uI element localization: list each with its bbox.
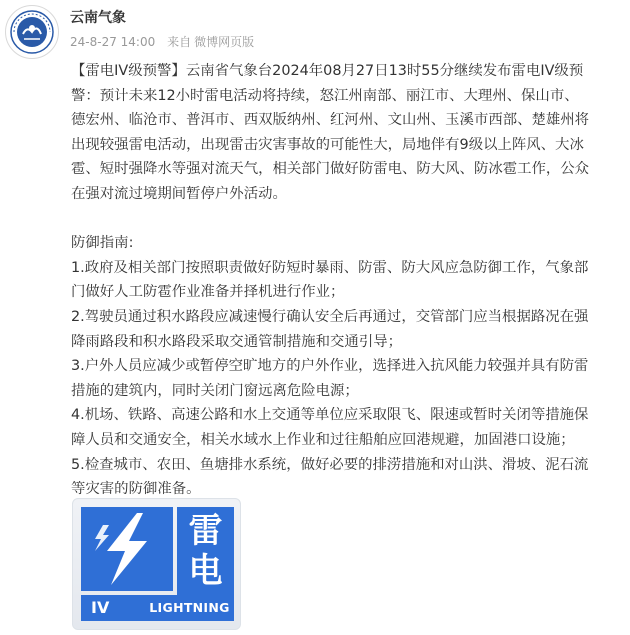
warning-label: LIGHTNING xyxy=(145,595,234,621)
content-line: 【雷电IV级预警】云南省气象台2024年08月27日13时55分继续发布雷电IV级预 xyxy=(71,63,584,79)
content-line: 3.户外人员应减少或暂停空旷地方的户外作业，选择进入抗风能力较强并具有防雷 xyxy=(71,358,589,375)
weather-bureau-logo-icon xyxy=(6,6,58,58)
content-line: 等灾害的防御准备。 xyxy=(71,481,201,498)
user-name[interactable]: 云南气象 xyxy=(70,10,126,26)
post-timestamp[interactable]: 24-8-27 14:00 xyxy=(70,35,156,49)
avatar[interactable] xyxy=(5,5,59,59)
content-line: 警：预计未来12小时雷电活动将持续，怒江州南部、丽江市、大理州、保山市、 xyxy=(71,87,579,104)
warning-char-1: 雷 xyxy=(188,511,223,551)
post-content xyxy=(71,59,617,502)
content-line: 德宏州、临沧市、普洱市、西双版纳州、红河州、文山州、玉溪市西部、楚雄州将 xyxy=(71,112,590,129)
content-line: 障人员和交通安全，相关水域水上作业和过往船舶应回港规避，加固港口设施； xyxy=(71,431,575,448)
post-source[interactable]: 微博网页版 xyxy=(194,35,255,49)
content-line: 降雨路段和积水路段采取交通管制措施和交通引导； xyxy=(71,333,402,350)
source-prefix: 来自 xyxy=(167,35,192,49)
post-meta xyxy=(70,33,262,50)
content-line: 2.驾驶员通过积水路段应减速慢行确认安全后再通过，交管部门应当根据路况在强 xyxy=(71,308,589,325)
warning-char-2: 电 xyxy=(188,551,223,591)
content-line: 出现较强雷电活动，出现雷击灾害事故的可能性大，局地伴有9级以上阵风、大冰 xyxy=(71,136,584,153)
lightning-bolt-icon xyxy=(81,507,173,591)
content-line: 1.政府及相关部门按照职责做好防短时暴雨、防雷、防大风应急防御工作，气象部 xyxy=(71,259,589,276)
content-line: 5.检查城市、农田、鱼塘排水系统，做好必要的排涝措施和对山洪、滑坡、泥石流 xyxy=(71,456,589,473)
lightning-warning-image[interactable] xyxy=(72,498,241,630)
content-line: 4.机场、铁路、高速公路和水上交通等单位应采取限飞、限速或暂时关闭等措施保 xyxy=(71,407,589,424)
content-line: 雹、短时强降水等强对流天气，相关部门做好防雷电、防大风、防冰雹工作，公众 xyxy=(71,161,590,178)
content-line: 防御指南: xyxy=(71,235,134,252)
content-line: 门做好人工防雹作业准备并择机进行作业； xyxy=(71,284,345,301)
content-line: 措施的建筑内，同时关闭门窗远离危险电源； xyxy=(71,382,359,399)
warning-level: IV xyxy=(81,595,173,621)
content-line: 在强对流过境期间暂停户外活动。 xyxy=(71,185,287,202)
lightning-bolt-panel xyxy=(81,507,173,591)
content-line xyxy=(71,207,617,232)
